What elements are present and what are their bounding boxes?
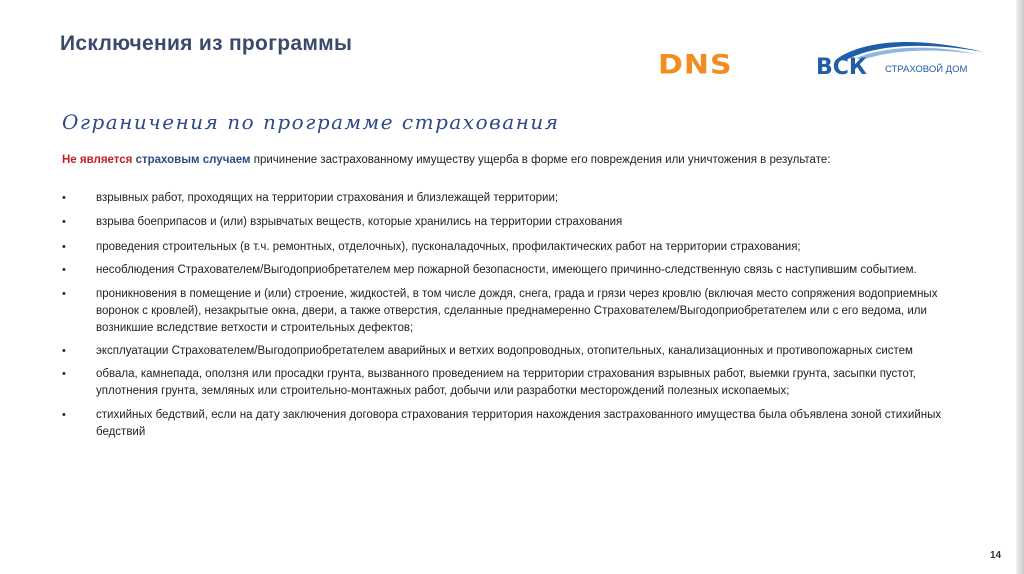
vsk-logo-subtitle: СТРАХОВОЙ ДОМ xyxy=(885,64,968,75)
bullet-icon: • xyxy=(62,408,66,421)
list-item-text: стихийных бедствий, если на дату заключения договора страхования территория нахождения застрахованного имущества была объявлена зоной стихийных бедствий xyxy=(96,408,942,438)
bullet-icon: • xyxy=(62,264,66,277)
list-item-text: проникновения в помещение и (или) строение, жидкостей, в том числе дождя, снега, града и грязи через кровлю (включая место сопряжения водоприемных воронок с кровлей), незакрытые окна, двери, а также отверстия, сделанные преднамеренно Страхователем/Выгодоприобретателем или с его ведома, или возникшие вследствие ветхости и строительных дефектов; xyxy=(96,288,938,334)
intro-emphasis-blue: страховым случаем xyxy=(135,154,251,166)
list-item-text: взрыва боеприпасов и (или) взрывчатых веществ, которые хранились на территории страхования xyxy=(96,215,623,228)
list-item xyxy=(62,239,942,256)
list-item-text: обвала, камнепада, оползня или просадки грунта, вызванного проведением на территории страхования взрывных работ, выемки грунта, засыпки пустот, уплотнения грунта, земляных или строительно-монтажных работ, добычи или разработки месторождений полезных ископаемых; xyxy=(96,368,916,398)
list-item xyxy=(62,286,942,336)
list-item xyxy=(62,214,942,231)
bullet-icon: • xyxy=(62,240,66,253)
dns-logo: DNS xyxy=(658,49,733,81)
exclusions-list xyxy=(62,190,942,441)
intro-paragraph xyxy=(62,152,892,169)
list-item xyxy=(62,343,942,360)
section-subtitle: Ограничения по программе страхования xyxy=(62,110,560,134)
list-item xyxy=(62,366,942,400)
slide-edge xyxy=(1016,0,1024,574)
list-item xyxy=(62,262,942,279)
list-item-text: эксплуатации Страхователем/Выгодоприобретателем аварийных и ветхих водопроводных, отопительных, канализационных и противопожарных систем xyxy=(96,344,913,357)
bullet-icon: • xyxy=(62,192,66,204)
vsk-logo-word: ВСК xyxy=(816,55,867,80)
vsk-logo xyxy=(816,38,996,86)
slide-title: Исключения из программы xyxy=(60,32,353,55)
list-item-text: взрывных работ, проходящих на территории страхования и близлежащей территории; xyxy=(96,192,559,204)
list-item-text: несоблюдения Страхователем/Выгодоприобретателем мер пожарной безопасности, имеющего причинно-следственную связь с наступившим событием. xyxy=(96,264,917,277)
intro-text: причинение застрахованному имуществу ущерба в форме его повреждения или уничтожения в результате: xyxy=(253,154,831,166)
bullet-icon: • xyxy=(62,368,66,381)
page-number: 14 xyxy=(990,550,1002,561)
bullet-icon: • xyxy=(62,215,66,228)
list-item-text: проведения строительных (в т.ч. ремонтных, отделочных), пусконаладочных, профилактических работ на территории страхования; xyxy=(96,240,801,253)
bullet-icon: • xyxy=(62,288,66,301)
list-item xyxy=(62,190,942,207)
bullet-icon: • xyxy=(62,344,66,357)
list-item xyxy=(62,407,942,441)
intro-emphasis-red: Не является xyxy=(62,154,133,166)
